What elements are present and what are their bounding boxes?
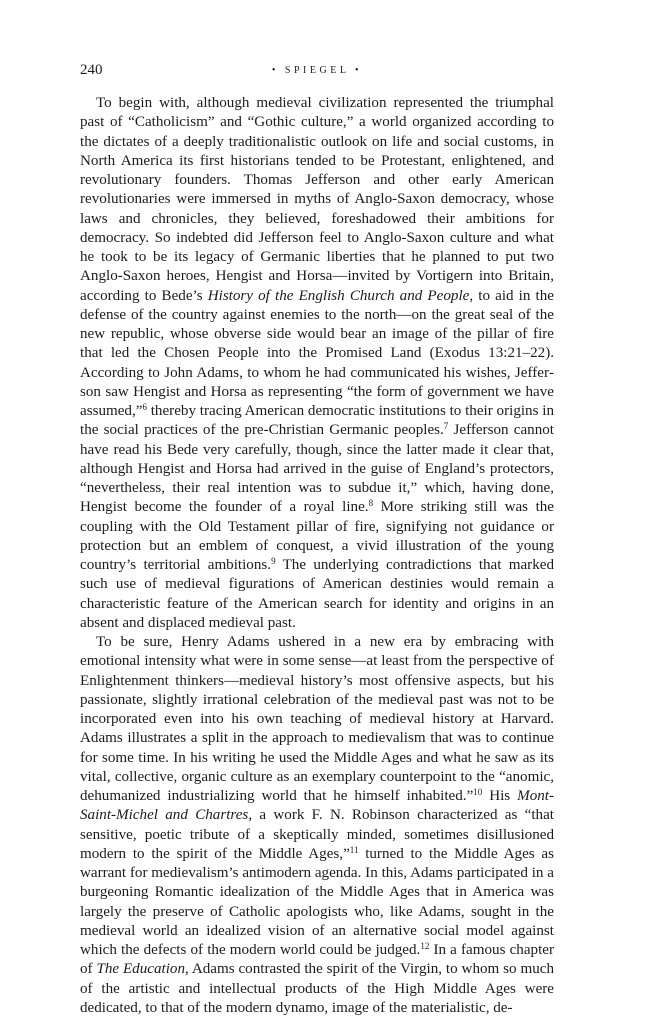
page-number: 240 bbox=[80, 62, 103, 78]
book-page bbox=[80, 62, 554, 1018]
footnote-reference: 11 bbox=[349, 844, 359, 855]
italic-title: History of the English Church and People bbox=[207, 287, 470, 304]
text-run: To be sure, Henry Adams ushered in a new era by embracing with emotional intensity what were in some sense—at least from the perspective of Enlightenment thinkers—medieval history’s most offensive aspects, but his passionate, slightly irrational celebration of the medieval past was not to be incorporated even into his own teaching of medieval history at Harvard. Adams illustrates a split in the approach to medievalism that was to continue for some time. In his writing he used the Middle Ages and what he saw as its vital, collective, organic culture as an exemplary counterpoint to the “anomic, dehumanized industrializing world that he himself inhabited.” bbox=[80, 634, 554, 804]
footnote-reference: 9 bbox=[271, 556, 276, 566]
footnote-reference: 6 bbox=[142, 402, 147, 412]
text-run: To begin with, although medieval civilization represented the triumphal past of “Catholicism” and “Gothic culture,” a world organized according to the dictates of a deeply traditionalistic outlook on life and social customs, in North America its first historians tended to be Protestant, enlightened, and revolutionary founders. Thomas Jefferson and other early American revolutionaries were immersed in myths of Anglo-Saxon democracy, whose laws and chronicles, they believed, foreshadowed their ambitions for democracy. So indebted did Jefferson feel to Anglo-Saxon culture and what he took to be its legacy of Germanic liberties that he planned to put two Anglo-Saxon heroes, Hengist and Horsa—invited by Vortigern into Britain, according to Bede’s bbox=[80, 95, 554, 304]
text-run: The underlying contradictions that marked such use of medieval figurations of American destinies would remain a characteristic feature of the American search for identity and origins in an absent and displaced medieval past. bbox=[80, 557, 554, 631]
text-run: , Adams contrasted the spirit of the Virgin, to whom so much of the artistic and intellectual products of the High Middle Ages were dedicated, to that of the modern dynamo, image of the materialistic, de- bbox=[80, 961, 554, 1016]
text-run: Jefferson cannot have read his Bede very carefully, though, since the latter made it clear that, although Hengist and Horsa had arrived in the guise of England’s protectors, “nevertheless, their real intention was to subdue it,” which, having done, Hengist become the founder of a royal line. bbox=[80, 422, 554, 516]
body-text bbox=[80, 94, 554, 1018]
text-run: In a famous chapter of bbox=[80, 942, 554, 978]
running-head bbox=[80, 62, 554, 84]
footnote-reference: 7 bbox=[443, 421, 449, 432]
text-run: , a work F. N. Robinson characterized as “that sensitive, poetic tribute of a skeptically minded, sometimes disillusioned modern to the spirit of the Middle Ages,” bbox=[80, 807, 554, 862]
text-run: , to aid in the defense of the country against enemies to the north—on the great seal of the new republic, whose obverse side would bear an image of the pillar of fire that led the Chosen People into the Promised Land (Exodus 13:21–22). According to John Adams, to whom he had communicated his wishes, Jefferson saw Hengist and Horsa as representing “the form of government we have assumed,” bbox=[80, 287, 554, 419]
body-paragraph bbox=[80, 94, 554, 633]
text-run: turned to the Middle Ages as warrant for medievalism’s antimodern agenda. In this, Adams participated in a burgeoning Romantic idealization of the Middle Ages that in America was largely the preserve of Catholic apologists who, like Adams, sought in the medieval world an idealized vision of an alternative social model against which the defects of the modern world could be judged. bbox=[80, 845, 554, 958]
italic-title: Mont-Saint-Michel and Chartres bbox=[80, 788, 555, 824]
footnote-reference: 8 bbox=[368, 498, 374, 509]
body-paragraph bbox=[80, 633, 554, 1018]
running-head-title: • SPIEGEL • bbox=[271, 65, 363, 76]
text-run: thereby tracing American democratic institutions to their origins in the social practices of the pre-Christian Germanic peoples. bbox=[80, 403, 554, 439]
text-run: More striking still was the coupling with the Old Testament pillar of fire, signifying not guidance or protection but an emblem of conquest, a vivid illustration of the young country’s territorial ambitions. bbox=[80, 499, 555, 573]
footnote-reference: 12 bbox=[420, 941, 430, 951]
italic-title: The Education bbox=[96, 961, 186, 978]
text-run: His bbox=[482, 788, 518, 804]
footnote-reference: 10 bbox=[473, 787, 483, 797]
